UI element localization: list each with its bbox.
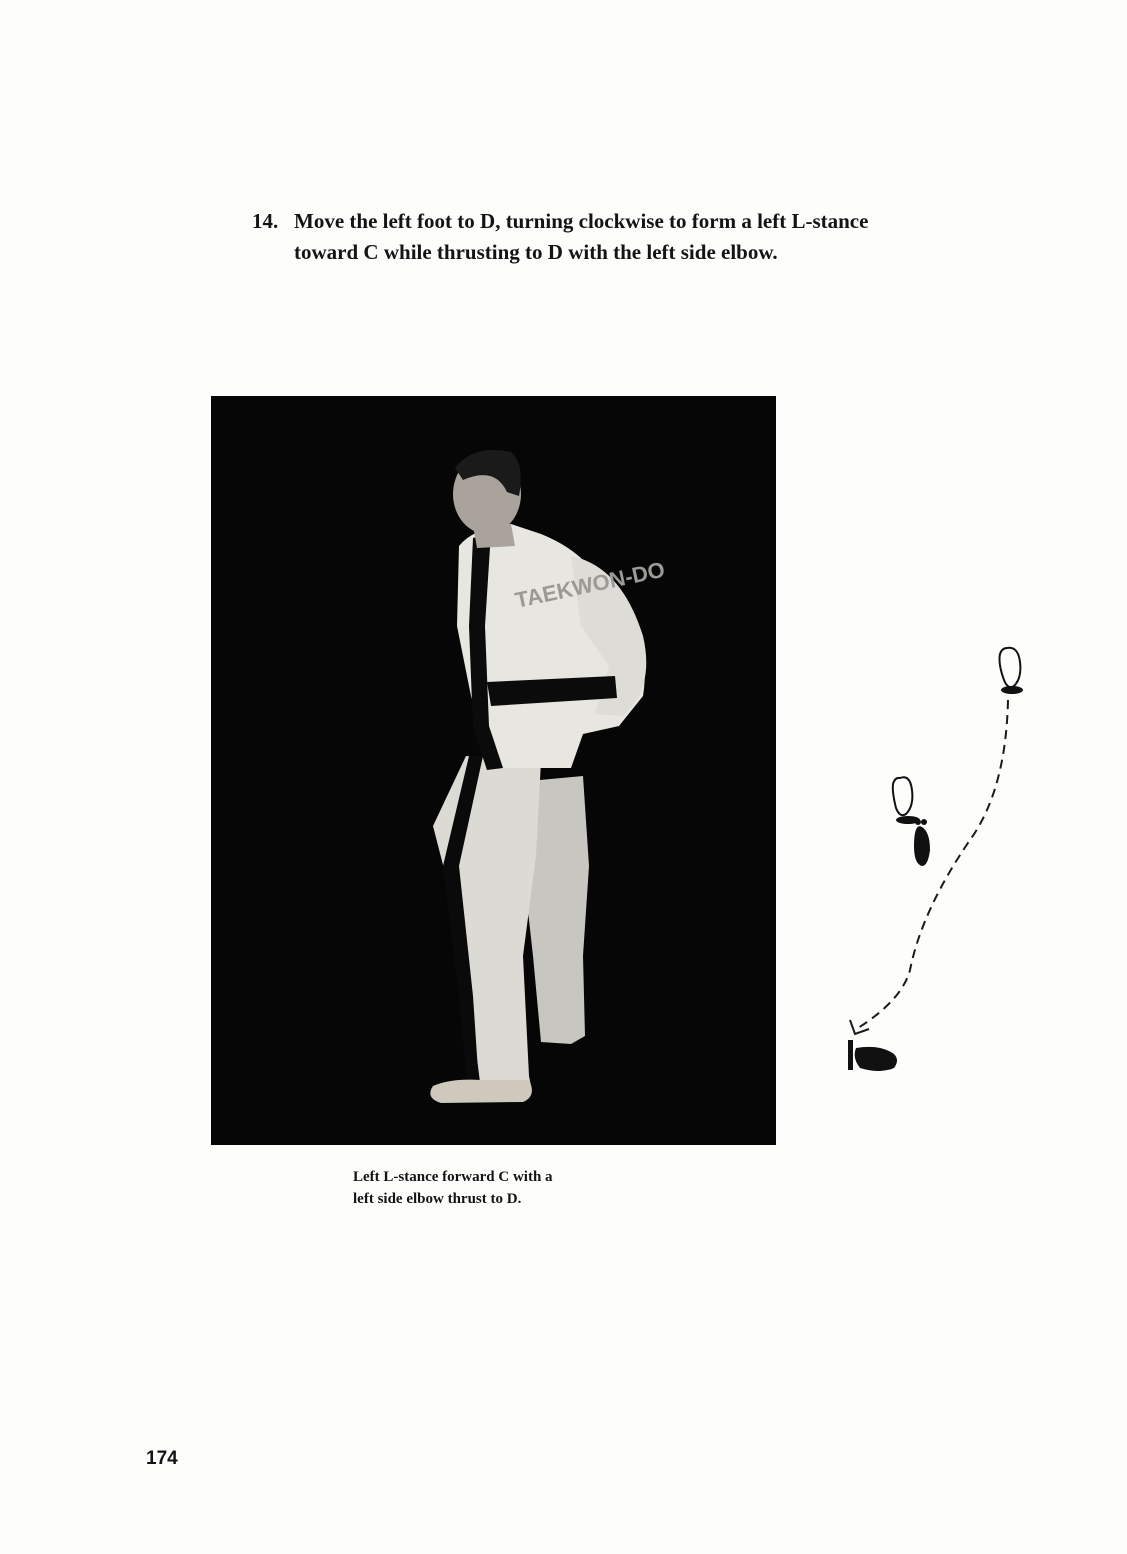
- jacket-lettering: TAEKWON-DO: [512, 556, 668, 613]
- martial-artist-figure: [211, 396, 776, 1145]
- instruction-segment: with the left side elbow.: [562, 240, 778, 264]
- instruction-point-c: C: [363, 240, 379, 264]
- solid-footprint-icon: [914, 819, 930, 866]
- instruction-segment: while thrusting to: [378, 240, 548, 264]
- instruction-text: [294, 206, 912, 268]
- photo-caption: [353, 1166, 683, 1210]
- caption-line: left side elbow thrust to D.: [353, 1191, 522, 1207]
- outline-footprint-icon: [893, 777, 920, 824]
- outline-footprint-icon: [1000, 648, 1024, 694]
- instruction-paragraph: [252, 206, 912, 268]
- step-number: 14.: [252, 209, 279, 233]
- movement-path: [858, 700, 1008, 1028]
- stance-photo: [211, 396, 776, 1145]
- instruction-point-d: D: [480, 209, 496, 233]
- instruction-segment: , turning clockwise to form a left L-stance toward: [294, 209, 869, 264]
- instruction-point-d: D: [547, 240, 563, 264]
- caption-line: Left L-stance forward C with a: [353, 1169, 553, 1185]
- footwork-diagram: [830, 640, 1060, 1090]
- instruction-segment: Move the left foot to: [294, 209, 481, 233]
- solid-footprint-icon: [848, 1040, 897, 1071]
- page-number: 174: [146, 1448, 178, 1469]
